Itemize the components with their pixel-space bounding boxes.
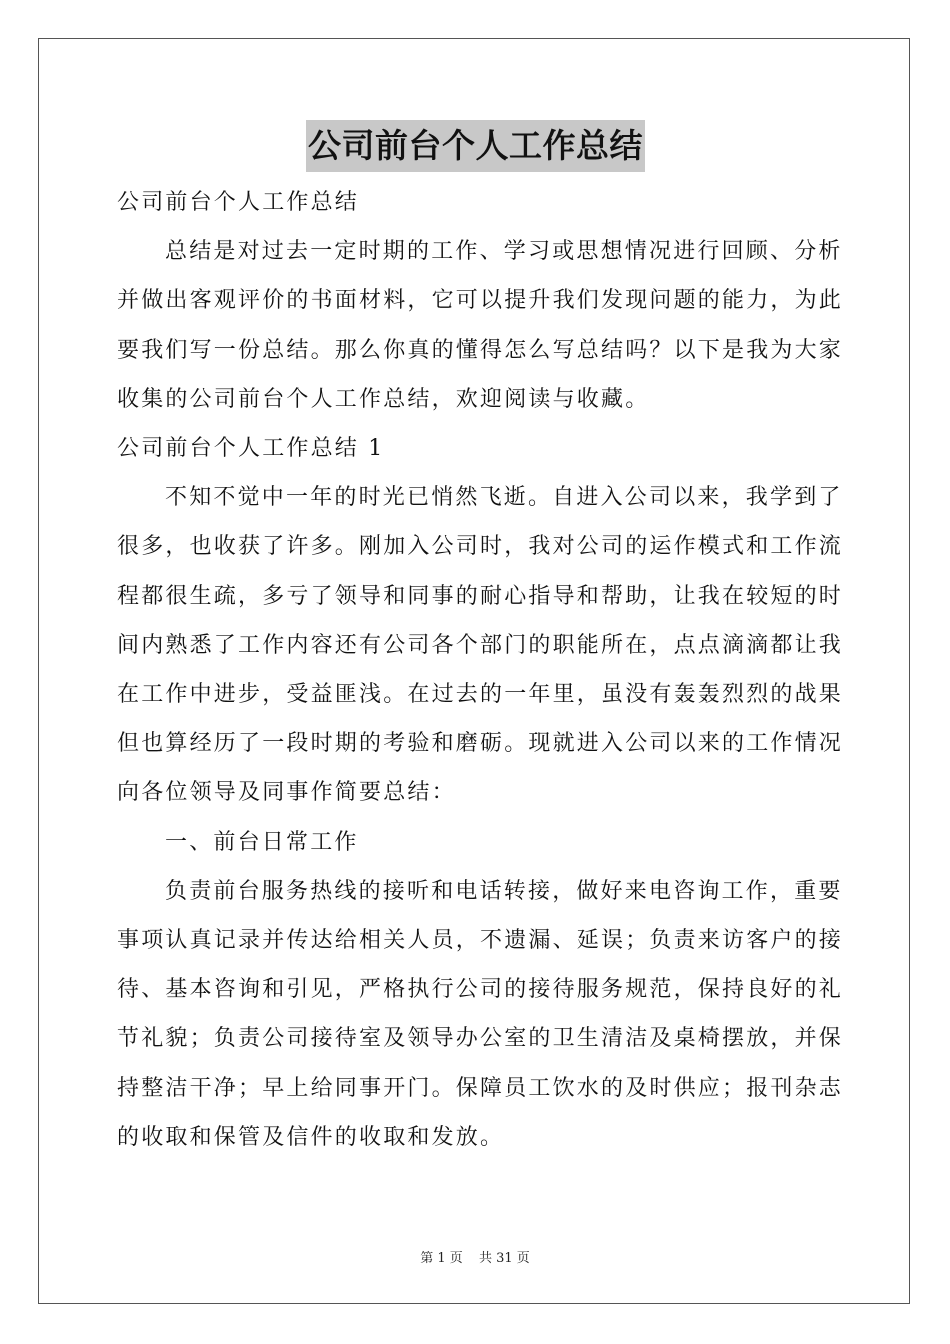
text-line: 事项认真记录并传达给相关人员，不遗漏、延误；负责来访客户的接 — [117, 928, 844, 954]
text-line: 在工作中进步，受益匪浅。在过去的一年里，虽没有轰轰烈烈的战果 — [117, 682, 844, 708]
text-line: 并做出客观评价的书面材料，它可以提升我们发现问题的能力，为此 — [117, 288, 844, 314]
document-title: 公司前台个人工作总结 — [306, 120, 645, 172]
text-line: 总结是对过去一定时期的工作、学习或思想情况进行回顾、分析 — [165, 239, 843, 265]
text-line: 向各位领导及同事作简要总结： — [117, 780, 456, 806]
text-line: 要我们写一份总结。那么你真的懂得怎么写总结吗？以下是我为大家 — [117, 337, 844, 363]
document-body — [117, 120, 844, 1162]
text-line: 间内熟悉了工作内容还有公司各个部门的职能所在，点点滴滴都让我 — [117, 632, 844, 658]
text-line: 公司前台个人工作总结 — [117, 190, 360, 215]
text-line: 节礼貌；负责公司接待室及领导办公室的卫生清洁及桌椅摆放，并保 — [117, 1026, 844, 1052]
text-line: 公司前台个人工作总结 1 — [117, 436, 385, 462]
paragraph-lines — [117, 178, 844, 1162]
text-line: 程都很生疏，多亏了领导和同事的耐心指导和帮助，让我在较短的时 — [117, 583, 844, 609]
text-line: 收集的公司前台个人工作总结，欢迎阅读与收藏。 — [117, 386, 650, 412]
page-number: 第 1 页 — [420, 1251, 463, 1266]
text-line: 持整洁干净；早上给同事开门。保障员工饮水的及时供应；报刊杂志 — [117, 1075, 844, 1101]
text-line: 不知不觉中一年的时光已悄然飞逝。自进入公司以来，我学到了 — [165, 485, 843, 511]
text-line: 的收取和保管及信件的收取和发放。 — [117, 1124, 505, 1150]
text-line: 但也算经历了一段时期的考验和磨砺。现就进入公司以来的工作情况 — [117, 731, 844, 757]
text-line: 一、前台日常工作 — [165, 829, 359, 855]
page-total: 共 31 页 — [478, 1251, 530, 1266]
text-line: 负责前台服务热线的接听和电话转接，做好来电咨询工作，重要 — [165, 878, 843, 904]
text-line: 很多，也收获了许多。刚加入公司时，我对公司的运作模式和工作流 — [117, 534, 844, 560]
title-container — [117, 120, 834, 172]
page-footer — [0, 1247, 950, 1266]
text-line: 待、基本咨询和引见，严格执行公司的接待服务规范，保持良好的礼 — [117, 977, 844, 1003]
